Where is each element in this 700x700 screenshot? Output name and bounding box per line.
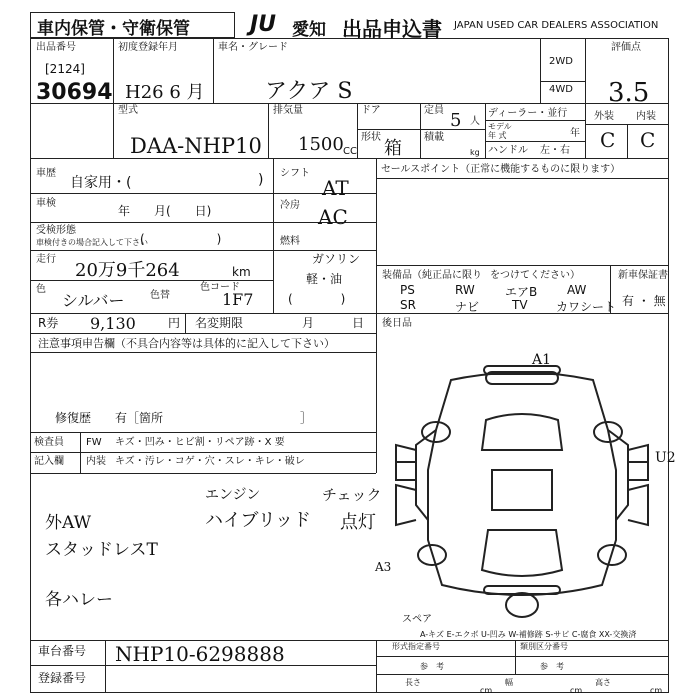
cm-unit-1: cm — [480, 686, 493, 695]
displacement-label: 排気量 — [273, 105, 303, 116]
hw-engine: エンジン — [205, 487, 261, 503]
rating-value: 3.5 — [608, 78, 650, 108]
spare-label: スペア — [402, 614, 432, 625]
equip-aw: AW — [567, 283, 587, 297]
inspector-label-2: 記入欄 — [34, 456, 64, 467]
vehicle-type-label: 型式 — [118, 105, 138, 116]
inspector-line1: キズ・凹み・ヒビ割・リペア跡・X 要 — [115, 437, 285, 448]
handle-lr: 左・右 — [540, 145, 570, 156]
equip-rw: RW — [455, 283, 475, 297]
equipment-label-2: をつけてください） — [490, 270, 580, 281]
capacity-unit: 人 — [470, 116, 480, 127]
fuel-diesel: 軽・油 — [306, 272, 343, 286]
year-unit: 年 — [570, 128, 580, 139]
color-label: 色 — [36, 284, 46, 295]
vehicle-type-value: DAA-NHP10 — [130, 134, 262, 158]
model-year-label2: 年 式 — [488, 131, 507, 140]
km-unit: km — [232, 265, 251, 279]
interior-label: 内装 — [636, 111, 656, 122]
equip-leather: カワシート — [556, 300, 617, 314]
ac-value: AC — [318, 205, 348, 229]
history-close: ) — [258, 172, 264, 188]
drive-2wd: 2WD — [549, 56, 573, 67]
shape-value: 箱 — [384, 138, 402, 159]
handle-label: ハンドル — [488, 145, 528, 156]
inspector-line2: キズ・汚レ・コゲ・穴・スレ・キレ・破レ — [115, 456, 305, 467]
chassis-label: 車台番号 — [38, 644, 87, 658]
storage-title: 車内保管・守衛保管 — [37, 19, 190, 39]
hw-exterior-aw: 外AW — [45, 513, 92, 533]
lot-bracket: [2124] — [45, 62, 85, 76]
capacity-value: 5 — [450, 110, 462, 131]
mileage-label: 走行 — [36, 254, 56, 265]
equipment-label: 装備品（純正品に限り — [382, 270, 482, 281]
repair-label: 修復歴 — [55, 411, 92, 425]
model-grade-label: 車名・グレード — [218, 42, 288, 53]
after-items-label: 後日品 — [382, 318, 412, 329]
cm-unit-2: cm — [570, 686, 583, 695]
registration-note: 車検付きの場合記入して下さい — [36, 238, 148, 247]
shift-label: シフト — [280, 168, 310, 179]
warranty-label: 新車保証書 — [618, 270, 668, 281]
first-registration-value: H26 6 月 — [125, 82, 205, 103]
month-unit: 月 — [302, 316, 315, 330]
hw-check: チェック — [322, 486, 382, 504]
equip-ps: PS — [400, 283, 415, 297]
car-damage-diagram — [376, 350, 669, 640]
chassis-value: NHP10-6298888 — [115, 642, 285, 666]
interior-value: C — [640, 128, 656, 152]
cm-unit-3: cm — [650, 686, 663, 695]
day-unit: 日 — [352, 316, 365, 330]
inspector-line1-head: FW — [86, 437, 102, 448]
color-code-value: 1F7 — [222, 290, 254, 309]
capacity-label: 定員 — [424, 105, 444, 116]
ju-logo: JU — [250, 12, 277, 37]
recycle-label: R券 — [38, 316, 59, 330]
hw-studless: スタッドレスT — [45, 540, 158, 560]
hw-a3: A3 — [375, 560, 392, 574]
length-label: 長さ — [405, 678, 421, 687]
load-label: 積載 — [424, 132, 444, 143]
shape-label: 形状 — [361, 132, 381, 143]
color-value: シルバー — [62, 291, 125, 310]
fuel-paren: ( ) — [288, 292, 346, 306]
load-unit: kg — [470, 148, 480, 157]
color-change-label: 色替 — [150, 290, 170, 301]
aichi-label: 愛知 — [292, 20, 326, 40]
name-change-label: 名変期限 — [195, 316, 244, 330]
repair-value: 有［箇所 — [115, 411, 164, 425]
doors-label: ドア — [361, 105, 381, 116]
exterior-label: 外装 — [594, 111, 614, 122]
hw-a1: A1 — [532, 352, 552, 368]
shift-value: AT — [322, 176, 349, 200]
mileage-value: 20万9千264 — [75, 260, 180, 281]
lot-number-label: 出品番号 — [36, 42, 76, 53]
yen-unit: 円 — [168, 316, 181, 330]
type-designation-label: 形式指定番号 — [392, 642, 440, 651]
reference-label-2: 参 考 — [540, 662, 564, 671]
equip-airbag: エアB — [505, 285, 538, 299]
first-registration-label: 初度登録年月 — [118, 42, 178, 53]
registration-label: 受検形態 — [36, 225, 76, 236]
fuel-value: ガソリン — [312, 252, 361, 266]
equip-navi: ナビ — [455, 300, 480, 314]
sales-point-label: セールスポイント（正常に機能するものに限ります） — [381, 164, 621, 175]
form-title: 出品申込書 — [342, 17, 442, 41]
inspector-label-1: 検査員 — [34, 437, 64, 448]
hw-various: 各ハレー — [45, 590, 113, 610]
dealer-label: ディーラー・並行 — [488, 108, 568, 119]
category-label: 類別区分番号 — [520, 642, 568, 651]
hw-u2: U2 — [655, 450, 676, 466]
drive-4wd: 4WD — [549, 84, 573, 95]
warranty-value: 有 ・ 無 — [622, 294, 666, 308]
lot-number: 30694 — [36, 80, 113, 105]
history-label: 車歴 — [36, 168, 56, 179]
equip-tv: TV — [512, 298, 528, 312]
registration-number-label: 登録番号 — [38, 671, 87, 685]
association-name: JAPAN USED CAR DEALERS ASSOCIATION — [454, 20, 659, 31]
recycle-value: 9,130 — [90, 314, 136, 333]
equip-sr: SR — [400, 298, 416, 312]
reference-label-1: 参 考 — [420, 662, 444, 671]
history-value: 自家用・( — [70, 175, 132, 191]
notes-label: 注意事項申告欄（不具合内容等は具体的に記入して下さい） — [38, 337, 335, 350]
fuel-label: 燃料 — [280, 236, 300, 247]
exterior-value: C — [600, 128, 616, 152]
damage-legend: A-キズ E-エクボ U-凹み W-補修跡 S-サビ C-腐食 XX-交換済 — [420, 630, 637, 639]
ac-label: 冷房 — [280, 200, 300, 211]
model-grade-value: アクア S — [265, 79, 353, 104]
inspection-value: 年 月( 日) — [118, 204, 212, 218]
rating-label: 評価点 — [611, 42, 641, 53]
model-year-label: モデル — [488, 122, 512, 131]
registration-paren: ( ) — [140, 232, 222, 246]
inspector-line2-head: 内装 — [86, 456, 106, 467]
hw-light: 点灯 — [340, 512, 376, 533]
hw-hybrid: ハイブリッド — [205, 510, 312, 531]
inspection-label: 車検 — [36, 198, 56, 209]
color-code-label: 色コード — [200, 282, 240, 293]
height-label: 高さ — [595, 678, 611, 687]
cc-unit: CC — [343, 146, 357, 157]
displacement-value: 1500 — [298, 134, 344, 155]
width-label: 幅 — [505, 678, 513, 687]
repair-bracket-close: ］ — [300, 411, 313, 425]
